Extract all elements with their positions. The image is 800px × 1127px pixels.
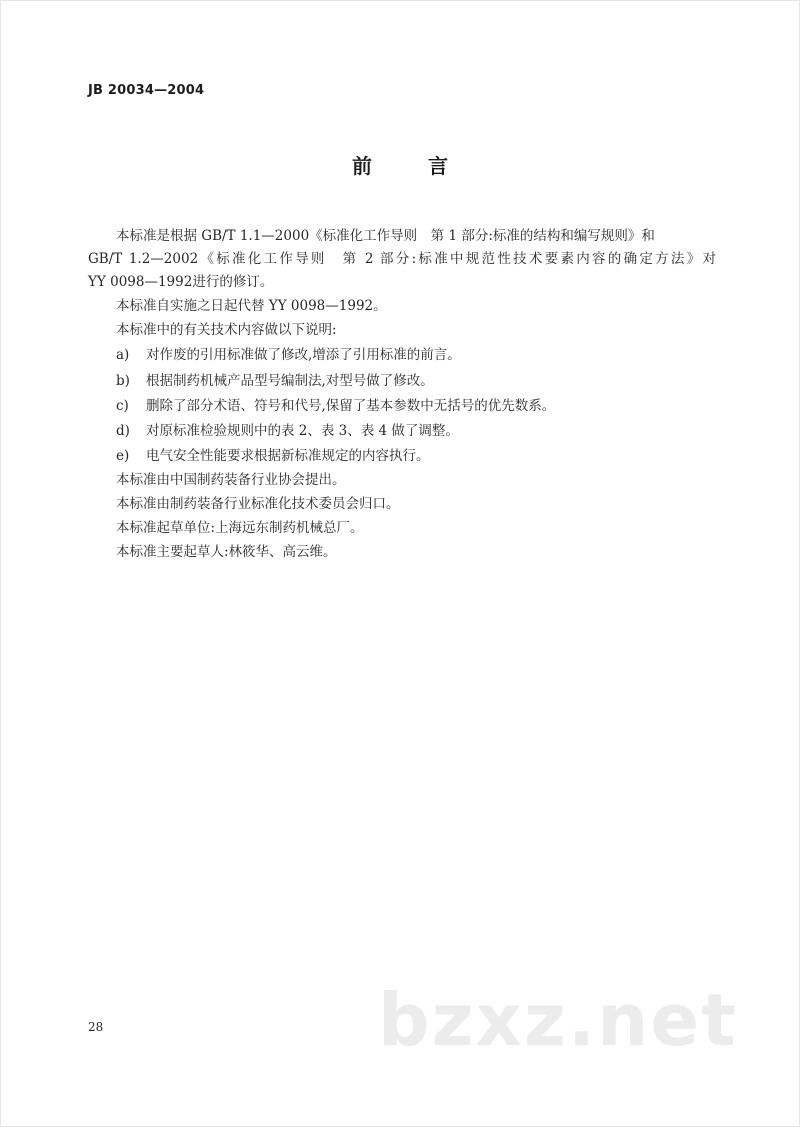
replaces-paragraph: 本标准自实施之日起代替 YY 0098—1992。 — [116, 298, 387, 314]
list-item-text: 电气安全性能要求根据新标准规定的内容执行。 — [146, 448, 430, 464]
notes-intro-paragraph: 本标准中的有关技术内容做以下说明: — [116, 322, 337, 338]
list-item-text: 对作废的引用标准做了修改,增添了引用标准的前言。 — [146, 347, 461, 363]
intro-line-3: YY 0098—1992进行的修订。 — [88, 274, 274, 290]
page-title: 前 言 — [352, 154, 466, 178]
list-item — [116, 447, 430, 465]
list-item-text: 对原标准检验规则中的表 2、表 3、表 4 做了调整。 — [146, 423, 459, 439]
intro-line-2: GB/T 1.2—2002《标准化工作导则 第 2 部分:标准中规范性技术要素内容的确定方法》对 — [88, 251, 716, 267]
page-number: 28 — [88, 1020, 104, 1034]
standard-code-header: JB 20034—2004 — [88, 83, 205, 98]
drafters-paragraph: 本标准主要起草人:林筱华、高云维。 — [116, 544, 337, 560]
list-marker: c) — [116, 398, 129, 414]
list-item — [116, 422, 459, 440]
drafting-unit-paragraph: 本标准起草单位:上海远东制药机械总厂。 — [116, 520, 364, 536]
list-marker: b) — [116, 373, 130, 389]
list-marker: a) — [116, 347, 130, 363]
list-item — [116, 372, 434, 390]
list-marker: d) — [116, 423, 130, 439]
list-item-text: 删除了部分术语、符号和代号,保留了基本参数中无括号的优先数系。 — [146, 398, 556, 414]
proposed-by-paragraph: 本标准由中国制药装备行业协会提出。 — [116, 472, 346, 488]
list-marker: e) — [116, 448, 130, 464]
list-item-text: 根据制药机械产品型号编制法,对型号做了修改。 — [146, 373, 434, 389]
managed-by-paragraph: 本标准由制药装备行业标准化技术委员会归口。 — [116, 496, 400, 512]
intro-line-1: 本标准是根据 GB/T 1.1—2000《标准化工作导则 第 1 部分:标准的结构和编写规则》和 — [116, 228, 655, 244]
list-item — [116, 346, 461, 364]
watermark: bzxz.net — [378, 978, 738, 1062]
list-item — [116, 397, 555, 415]
